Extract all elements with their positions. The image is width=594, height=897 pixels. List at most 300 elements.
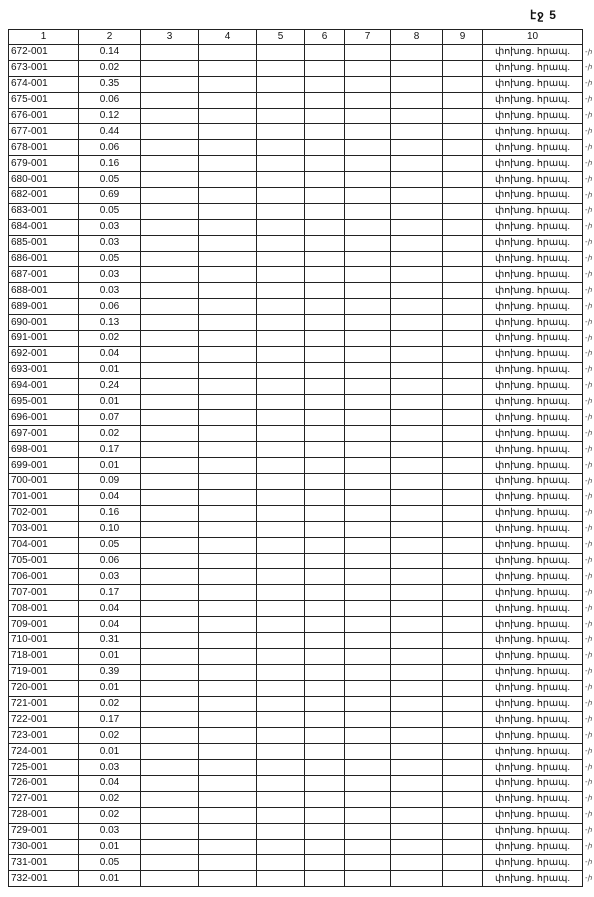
empty-cell	[305, 346, 345, 362]
empty-cell	[345, 775, 391, 791]
empty-cell	[199, 267, 257, 283]
empty-cell	[305, 410, 345, 426]
empty-cell	[391, 394, 443, 410]
empty-cell	[345, 712, 391, 728]
empty-cell	[345, 553, 391, 569]
empty-cell	[443, 744, 483, 760]
margin-mark: -ի	[585, 112, 592, 120]
empty-cell	[257, 410, 305, 426]
value-cell: 0.16	[79, 505, 141, 521]
empty-cell	[305, 458, 345, 474]
empty-cell	[345, 585, 391, 601]
empty-cell	[443, 728, 483, 744]
empty-cell	[257, 744, 305, 760]
empty-cell	[443, 664, 483, 680]
empty-cell	[443, 140, 483, 156]
status-cell: փոխոց. հրապ.	[483, 458, 583, 474]
empty-cell	[345, 521, 391, 537]
empty-cell	[199, 299, 257, 315]
table-row	[9, 426, 583, 442]
empty-cell	[199, 696, 257, 712]
status-cell: փոխոց. հրապ.	[483, 569, 583, 585]
empty-cell	[199, 426, 257, 442]
empty-cell	[199, 744, 257, 760]
value-cell: 0.03	[79, 569, 141, 585]
empty-cell	[141, 807, 199, 823]
table-row	[9, 60, 583, 76]
table-row	[9, 219, 583, 235]
empty-cell	[345, 235, 391, 251]
parcel-id-cell: 684-001	[9, 219, 79, 235]
empty-cell	[345, 601, 391, 617]
empty-cell	[199, 458, 257, 474]
empty-cell	[391, 712, 443, 728]
status-cell: փոխոց. հրապ.	[483, 378, 583, 394]
empty-cell	[391, 744, 443, 760]
status-cell: փոխոց. հրապ.	[483, 346, 583, 362]
empty-cell	[257, 156, 305, 172]
margin-mark: -ի	[585, 429, 592, 437]
parcel-id-cell: 705-001	[9, 553, 79, 569]
empty-cell	[305, 744, 345, 760]
empty-cell	[443, 76, 483, 92]
empty-cell	[305, 807, 345, 823]
column-header-2: 2	[79, 30, 141, 45]
parcel-id-cell: 731-001	[9, 855, 79, 871]
empty-cell	[443, 807, 483, 823]
parcel-id-cell: 693-001	[9, 362, 79, 378]
empty-cell	[257, 585, 305, 601]
margin-mark: -ի	[585, 843, 592, 851]
empty-cell	[305, 60, 345, 76]
empty-cell	[443, 601, 483, 617]
data-table	[8, 29, 583, 887]
empty-cell	[305, 553, 345, 569]
table-row	[9, 632, 583, 648]
parcel-id-cell: 683-001	[9, 203, 79, 219]
empty-cell	[443, 251, 483, 267]
empty-cell	[141, 251, 199, 267]
empty-cell	[391, 537, 443, 553]
value-cell: 0.01	[79, 458, 141, 474]
margin-mark: -ի	[585, 747, 592, 755]
empty-cell	[305, 823, 345, 839]
empty-cell	[345, 426, 391, 442]
table-row	[9, 712, 583, 728]
empty-cell	[443, 203, 483, 219]
empty-cell	[305, 632, 345, 648]
empty-cell	[141, 442, 199, 458]
status-cell: փոխոց. հրապ.	[483, 188, 583, 204]
empty-cell	[305, 76, 345, 92]
empty-cell	[141, 537, 199, 553]
empty-cell	[345, 823, 391, 839]
empty-cell	[141, 362, 199, 378]
empty-cell	[257, 823, 305, 839]
value-cell: 0.31	[79, 632, 141, 648]
empty-cell	[443, 92, 483, 108]
empty-cell	[443, 696, 483, 712]
empty-cell	[257, 172, 305, 188]
empty-cell	[305, 442, 345, 458]
status-cell: փոխոց. հրապ.	[483, 45, 583, 61]
column-header-1: 1	[9, 30, 79, 45]
parcel-id-cell: 680-001	[9, 172, 79, 188]
margin-mark: -ի	[585, 270, 592, 278]
margin-mark: -ի	[585, 350, 592, 358]
empty-cell	[391, 45, 443, 61]
empty-cell	[199, 871, 257, 887]
empty-cell	[257, 728, 305, 744]
empty-cell	[141, 331, 199, 347]
value-cell: 0.05	[79, 172, 141, 188]
empty-cell	[257, 680, 305, 696]
empty-cell	[305, 267, 345, 283]
status-cell: փոխոց. հրապ.	[483, 632, 583, 648]
empty-cell	[141, 267, 199, 283]
empty-cell	[257, 267, 305, 283]
margin-mark: -ի	[585, 779, 592, 787]
parcel-id-cell: 675-001	[9, 92, 79, 108]
empty-cell	[257, 632, 305, 648]
empty-cell	[443, 632, 483, 648]
margin-mark: -ի	[585, 239, 592, 247]
empty-cell	[391, 505, 443, 521]
empty-cell	[443, 378, 483, 394]
empty-cell	[305, 283, 345, 299]
value-cell: 0.39	[79, 664, 141, 680]
empty-cell	[199, 219, 257, 235]
parcel-id-cell: 692-001	[9, 346, 79, 362]
table-row	[9, 76, 583, 92]
empty-cell	[199, 553, 257, 569]
empty-cell	[257, 553, 305, 569]
empty-cell	[391, 60, 443, 76]
empty-cell	[443, 569, 483, 585]
empty-cell	[391, 553, 443, 569]
margin-mark: -ի	[585, 255, 592, 263]
empty-cell	[391, 76, 443, 92]
empty-cell	[391, 760, 443, 776]
table-row	[9, 188, 583, 204]
status-cell: փոխոց. հրապ.	[483, 219, 583, 235]
empty-cell	[305, 251, 345, 267]
empty-cell	[345, 489, 391, 505]
column-header-6: 6	[305, 30, 345, 45]
empty-cell	[345, 744, 391, 760]
empty-cell	[257, 775, 305, 791]
parcel-id-cell: 726-001	[9, 775, 79, 791]
empty-cell	[141, 775, 199, 791]
empty-cell	[305, 203, 345, 219]
empty-cell	[345, 219, 391, 235]
empty-cell	[141, 680, 199, 696]
margin-mark: -ի	[585, 96, 592, 104]
empty-cell	[257, 648, 305, 664]
value-cell: 0.01	[79, 362, 141, 378]
value-cell: 0.03	[79, 283, 141, 299]
table-row	[9, 680, 583, 696]
empty-cell	[345, 664, 391, 680]
empty-cell	[257, 92, 305, 108]
empty-cell	[199, 728, 257, 744]
empty-cell	[345, 839, 391, 855]
empty-cell	[345, 251, 391, 267]
parcel-id-cell: 708-001	[9, 601, 79, 617]
margin-mark: -ի	[585, 159, 592, 167]
empty-cell	[391, 855, 443, 871]
value-cell: 0.01	[79, 394, 141, 410]
parcel-id-cell: 729-001	[9, 823, 79, 839]
empty-cell	[391, 601, 443, 617]
empty-cell	[443, 426, 483, 442]
margin-mark: -ի	[585, 668, 592, 676]
value-cell: 0.09	[79, 474, 141, 490]
empty-cell	[199, 394, 257, 410]
empty-cell	[391, 92, 443, 108]
margin-mark: -ի	[585, 557, 592, 564]
margin-mark: -ի	[585, 143, 592, 151]
empty-cell	[443, 617, 483, 633]
table-row	[9, 807, 583, 823]
status-cell: փոխոց. հրապ.	[483, 156, 583, 172]
margin-mark: -ի	[585, 715, 592, 723]
empty-cell	[141, 394, 199, 410]
empty-cell	[141, 188, 199, 204]
table-row	[9, 585, 583, 601]
status-cell: փոխոց. հրապ.	[483, 140, 583, 156]
table-row	[9, 235, 583, 251]
status-cell: փոխոց. հրապ.	[483, 744, 583, 760]
empty-cell	[141, 458, 199, 474]
status-cell: փոխոց. հրապ.	[483, 648, 583, 664]
margin-mark: -ի	[585, 493, 592, 501]
margin-mark: -ի	[585, 207, 592, 215]
empty-cell	[257, 299, 305, 315]
empty-cell	[257, 617, 305, 633]
empty-cell	[141, 108, 199, 124]
empty-cell	[199, 823, 257, 839]
empty-cell	[199, 156, 257, 172]
empty-cell	[141, 235, 199, 251]
empty-cell	[443, 315, 483, 331]
empty-cell	[257, 696, 305, 712]
empty-cell	[391, 648, 443, 664]
status-cell: փոխոց. հրապ.	[483, 664, 583, 680]
empty-cell	[391, 188, 443, 204]
empty-cell	[391, 458, 443, 474]
empty-cell	[305, 791, 345, 807]
empty-cell	[257, 188, 305, 204]
empty-cell	[141, 299, 199, 315]
margin-mark: -ի	[585, 700, 592, 708]
empty-cell	[199, 235, 257, 251]
empty-cell	[305, 839, 345, 855]
status-cell: փոխոց. հրապ.	[483, 839, 583, 855]
empty-cell	[141, 760, 199, 776]
empty-cell	[443, 775, 483, 791]
margin-mark: -ի	[585, 684, 592, 692]
empty-cell	[305, 331, 345, 347]
empty-cell	[345, 458, 391, 474]
empty-cell	[199, 760, 257, 776]
column-header-3: 3	[141, 30, 199, 45]
parcel-id-cell: 682-001	[9, 188, 79, 204]
status-cell: փոխոց. հրապ.	[483, 871, 583, 887]
table-row	[9, 537, 583, 553]
table-row	[9, 410, 583, 426]
empty-cell	[141, 601, 199, 617]
empty-cell	[141, 696, 199, 712]
margin-mark: -ի	[585, 811, 592, 819]
empty-cell	[345, 60, 391, 76]
table-row	[9, 617, 583, 633]
empty-cell	[257, 315, 305, 331]
status-cell: փոխոց. հրապ.	[483, 791, 583, 807]
empty-cell	[141, 172, 199, 188]
empty-cell	[391, 172, 443, 188]
empty-cell	[305, 521, 345, 537]
table-row	[9, 203, 583, 219]
empty-cell	[345, 537, 391, 553]
margin-mark: -ի	[585, 64, 592, 72]
value-cell: 0.07	[79, 410, 141, 426]
margin-mark: -ի	[585, 509, 592, 517]
empty-cell	[257, 76, 305, 92]
status-cell: փոխոց. հրապ.	[483, 426, 583, 442]
empty-cell	[305, 172, 345, 188]
parcel-id-cell: 706-001	[9, 569, 79, 585]
empty-cell	[199, 172, 257, 188]
margin-mark: -ի	[585, 413, 592, 421]
table-row	[9, 791, 583, 807]
empty-cell	[199, 537, 257, 553]
parcel-id-cell: 698-001	[9, 442, 79, 458]
value-cell: 0.05	[79, 203, 141, 219]
empty-cell	[199, 315, 257, 331]
empty-cell	[391, 140, 443, 156]
margin-mark: -ի	[585, 302, 592, 310]
margin-mark: -ի	[585, 223, 592, 231]
table-row	[9, 172, 583, 188]
empty-cell	[199, 251, 257, 267]
empty-cell	[141, 648, 199, 664]
empty-cell	[257, 505, 305, 521]
empty-cell	[305, 299, 345, 315]
parcel-id-cell: 703-001	[9, 521, 79, 537]
empty-cell	[391, 124, 443, 140]
page-label: էջ 5	[530, 8, 557, 22]
empty-cell	[391, 696, 443, 712]
table-row	[9, 299, 583, 315]
parcel-id-cell: 702-001	[9, 505, 79, 521]
status-cell: փոխոց. հրապ.	[483, 410, 583, 426]
empty-cell	[141, 474, 199, 490]
empty-cell	[141, 632, 199, 648]
margin-mark: -ի	[585, 477, 592, 485]
parcel-id-cell: 690-001	[9, 315, 79, 331]
empty-cell	[391, 474, 443, 490]
column-header-9: 9	[443, 30, 483, 45]
margin-mark: -ի	[585, 636, 592, 644]
empty-cell	[345, 299, 391, 315]
empty-cell	[391, 235, 443, 251]
empty-cell	[257, 807, 305, 823]
value-cell: 0.03	[79, 219, 141, 235]
empty-cell	[391, 346, 443, 362]
empty-cell	[345, 156, 391, 172]
empty-cell	[257, 474, 305, 490]
empty-cell	[199, 632, 257, 648]
empty-cell	[443, 855, 483, 871]
empty-cell	[391, 378, 443, 394]
empty-cell	[257, 219, 305, 235]
status-cell: փոխոց. հրապ.	[483, 283, 583, 299]
margin-mark: -ի	[585, 795, 592, 803]
empty-cell	[345, 807, 391, 823]
empty-cell	[305, 219, 345, 235]
value-cell: 0.02	[79, 426, 141, 442]
empty-cell	[141, 585, 199, 601]
empty-cell	[257, 378, 305, 394]
empty-cell	[199, 839, 257, 855]
parcel-id-cell: 676-001	[9, 108, 79, 124]
empty-cell	[257, 442, 305, 458]
margin-mark: -ի	[585, 80, 592, 88]
empty-cell	[141, 283, 199, 299]
empty-cell	[345, 410, 391, 426]
empty-cell	[443, 235, 483, 251]
status-cell: փոխոց. հրապ.	[483, 315, 583, 331]
empty-cell	[391, 680, 443, 696]
value-cell: 0.02	[79, 728, 141, 744]
value-cell: 0.17	[79, 712, 141, 728]
empty-cell	[391, 299, 443, 315]
empty-cell	[305, 474, 345, 490]
empty-cell	[257, 712, 305, 728]
empty-cell	[257, 791, 305, 807]
parcel-id-cell: 727-001	[9, 791, 79, 807]
parcel-id-cell: 722-001	[9, 712, 79, 728]
empty-cell	[391, 775, 443, 791]
status-cell: փոխոց. հրապ.	[483, 807, 583, 823]
value-cell: 0.35	[79, 76, 141, 92]
empty-cell	[391, 251, 443, 267]
empty-cell	[391, 839, 443, 855]
empty-cell	[345, 331, 391, 347]
table-row	[9, 775, 583, 791]
empty-cell	[345, 474, 391, 490]
value-cell: 0.04	[79, 775, 141, 791]
parcel-id-cell: 696-001	[9, 410, 79, 426]
empty-cell	[443, 188, 483, 204]
empty-cell	[199, 76, 257, 92]
empty-cell	[345, 632, 391, 648]
empty-cell	[443, 791, 483, 807]
empty-cell	[257, 203, 305, 219]
empty-cell	[391, 156, 443, 172]
parcel-id-cell: 732-001	[9, 871, 79, 887]
value-cell: 0.05	[79, 537, 141, 553]
empty-cell	[199, 775, 257, 791]
empty-cell	[345, 140, 391, 156]
margin-mark: -ի	[585, 652, 592, 660]
parcel-id-cell: 673-001	[9, 60, 79, 76]
empty-cell	[257, 426, 305, 442]
empty-cell	[257, 283, 305, 299]
empty-cell	[305, 760, 345, 776]
column-header-7: 7	[345, 30, 391, 45]
